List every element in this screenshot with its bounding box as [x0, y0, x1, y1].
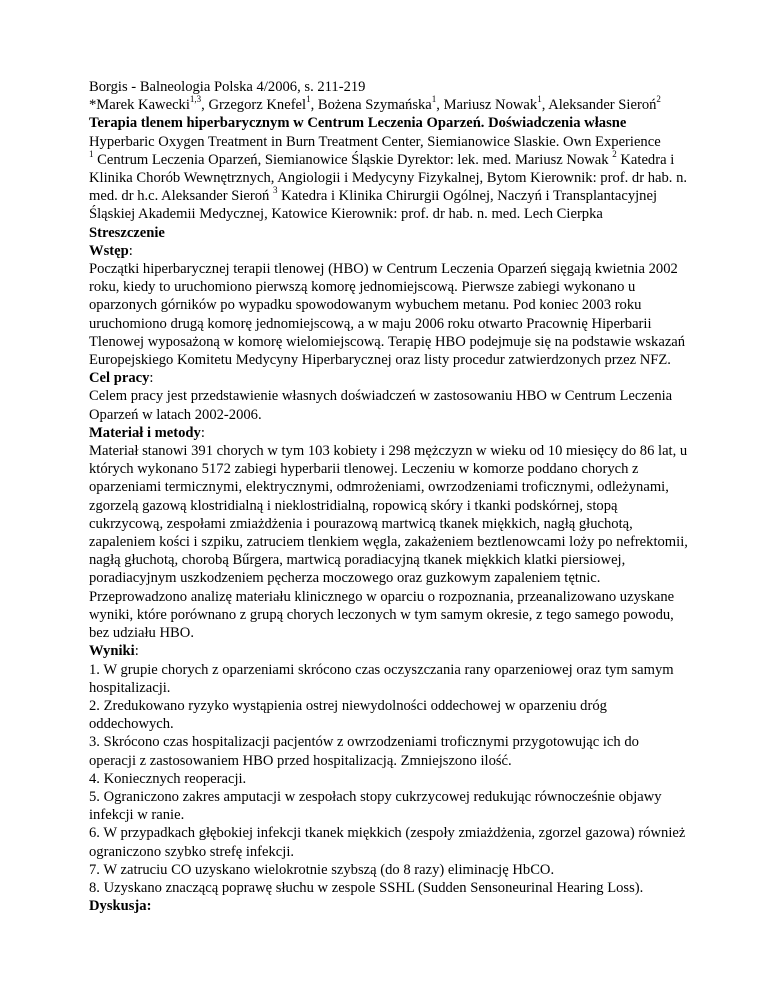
- article-title: Terapia tlenem hiperbarycznym w Centrum Leczenia Oparzeń. Doświadczenia własne: [89, 115, 627, 132]
- results-item: 7. W zatruciu CO uzyskano wielokrotnie szybszą (do 8 razy) eliminację HbCO.: [89, 861, 555, 878]
- author-list: *Marek Kawecki$^{1,3}$, Grzegorz Knefel$^1$, Bożena Szymańska$^1$, Mariusz Nowak$^1$, Aleksander Sieroń$^2$: [89, 94, 661, 114]
- section-discussion-label: Dyskusja:: [89, 898, 152, 915]
- results-item: 4. Koniecznych reoperacji.: [89, 770, 247, 787]
- section-methods-label: Materiał i metody:: [89, 424, 205, 441]
- author-affiliation-mark: 1,3: [189, 94, 202, 105]
- results-item: 1. W grupie chorych z oparzeniami skrócono czas oczyszczania rany oparzeniowej oraz tym samym hospitalizacji.: [89, 661, 674, 696]
- author-affiliation-mark: 1: [306, 94, 311, 105]
- section-intro-label: Wstęp:: [89, 242, 133, 259]
- author-affiliation-mark: 2: [656, 94, 661, 105]
- source-citation: Borgis - Balneologia Polska 4/2006, s. 211-219: [89, 79, 366, 95]
- author-name: Aleksander Sieroń: [548, 97, 657, 114]
- section-aim-label: Cel pracy:: [89, 370, 154, 387]
- results-item: 5. Ograniczono zakres amputacji w zespołach stopy cukrzycowej redukując równocześnie objawy infekcji w ranie.: [89, 788, 662, 824]
- author-affiliation-mark: 1: [537, 94, 542, 105]
- section-results-label: Wyniki:: [89, 643, 139, 660]
- section-intro-text: Początki hiperbarycznej terapii tlenowej (HBO) w Centrum Leczenia Oparzeń sięgają kwietnia 2002 roku, kiedy to uruchomiono pierwszą komorę jednomiejscową. Pierwsze zabiegi wykonano u oparzonych górników po wypadku spowodowanym wybuchem metanu. Pod koniec 2003 roku uruchomiono drugą komorę jednomiejscową, a w maju 2006 roku otwarto Pracownię Hiperbarii Tlenowej wyposażoną w komorę wielomiejscową. Terapię HBO podejmuje się na podstawie wskazań Europejskiego Komitetu Medycyny Hiperbarycznej oraz listy procedur zatwierdzonych przez NFZ.: [89, 261, 686, 369]
- author-name: Bożena Szymańska: [317, 97, 432, 114]
- author-name: Mariusz Nowak: [443, 97, 538, 114]
- abstract-heading: Streszczenie: [89, 224, 165, 241]
- results-item: 8. Uzyskano znaczącą poprawę słuchu w zespole SSHL (Sudden Sensoneurinal Hearing Loss).: [89, 879, 644, 896]
- author-name: Grzegorz Knefel: [208, 97, 307, 114]
- results-item: 6. W przypadkach głębokiej infekcji tkanek miękkich (zespoły zmiażdżenia, zgorzel gazowa) również ograniczono szybko strefę infekcji.: [89, 825, 686, 860]
- document-page: [89, 78, 689, 915]
- author-affiliation-mark: 1: [431, 94, 437, 105]
- author-name: *Marek Kawecki: [89, 97, 190, 114]
- section-methods-text: Materiał stanowi 391 chorych w tym 103 kobiety i 298 mężczyzn w wieku od 10 miesięcy do 86 lat, u których wykonano 5172 zabiegi hyperbarii tlenowej. Leczeniu w komorze poddano chorych z oparzeniami termicznymi, elektrycznymi, odmrożeniami, owrzodzeniami troficznymi, odleżynami, zgorzelą gazową klostridialną i nieklostridialną, ropowicą skóry i tkanki podskórnej, stopą cukrzycową, zespołami zmiażdżenia i pourazową martwicą tkanek miękkich, nagłą głuchotą, zapaleniem kości i szpiku, zatruciem tlenkiem węgla, zakażeniem beztlenowcami loży po nefrektomii, nagłą głuchotą, chorobą Bűrgera, martwicą poradiacyjną tkanek miękkich klatki piersiowej, poradiacyjnym uszkodzeniem pęcherza moczowego oraz guzkowym zapaleniem tętnic. Przeprowadzono analizę materiału klinicznego w oparciu o rozpoznania, przeanalizowano uzyskane wyniki, które porównano z grupą chorych leczonych w tym samym okresie, z tego samego powodu, bez udziału HBO.: [89, 443, 688, 642]
- section-aim-text: Celem pracy jest przedstawienie własnych doświadczeń w zastosowaniu HBO w Centrum Leczenia Oparzeń w latach 2002-2006.: [89, 388, 673, 423]
- results-item: 2. Zredukowano ryzyko wystąpienia ostrej niewydolności oddechowej w oparzeniu dróg oddechowych.: [89, 697, 607, 733]
- article-title-english: Hyperbaric Oxygen Treatment in Burn Treatment Center, Siemianowice Slaskie. Own Experience: [89, 133, 661, 150]
- affiliations: $^1$ Centrum Leczenia Oparzeń, Siemianowice Śląskie Dyrektor: lek. med. Mariusz Nowak $^2$ Katedra i Klinika Chorób Wewnętrznych, Angiologii i Medycyny Fizykalnej, Bytom Kierownik: prof. dr hab. n. med. dr h.c. Aleksander Sieroń $^3$ Katedra i Klinika Chirurgii Ogólnej, Naczyń i Transplantacyjnej Śląskiej Akademii Medycznej, Katowice Kierownik: prof. dr hab. n. med. Lech Cierpka: [89, 148, 688, 223]
- results-item: 3. Skrócono czas hospitalizacji pacjentów z owrzodzeniami troficznymi przygotowując ich do operacji z zastosowaniem HBO przed hospitalizacją. Zmniejszono ilość.: [89, 734, 639, 769]
